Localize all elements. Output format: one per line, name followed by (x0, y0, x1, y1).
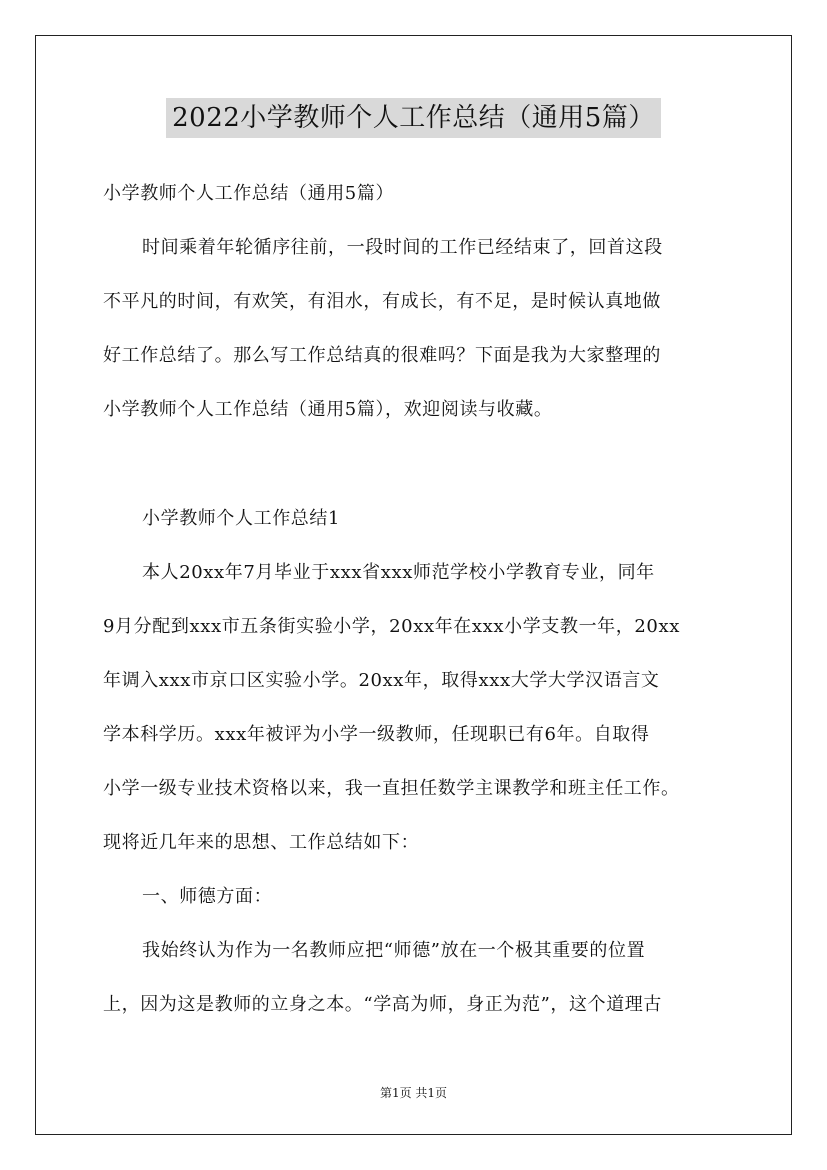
body-line-7: 我始终认为作为一名教师应把“师德”放在一个极其重要的位置 (142, 940, 646, 961)
page-footer: 第1页 共1页 (379, 1086, 448, 1100)
document-title: 2022小学教师个人工作总结（通用5篇） (166, 98, 661, 138)
body-line-8: 上，因为这是教师的立身之本。“学高为师，身正为范”，这个道理古 (103, 994, 663, 1015)
body-line-1: 本人20xx年7月毕业于xxx省xxx师范学校小学教育专业，同年 (142, 562, 655, 583)
body-line-5: 小学一级专业技术资格以来，我一直担任数学主课教学和班主任工作。 (103, 778, 680, 799)
intro-line-1: 时间乘着年轮循序往前，一段时间的工作已经结束了，回首这段 (142, 237, 663, 258)
body-line-4: 学本科学历。xxx年被评为小学一级教师，任现职已有6年。自取得 (103, 724, 650, 745)
intro-line-2: 不平凡的时间，有欢笑，有泪水，有成长，有不足，是时候认真地做 (103, 291, 661, 312)
intro-line-4: 小学教师个人工作总结（通用5篇），欢迎阅读与收藏。 (103, 399, 553, 420)
subsection-heading-ethics: 一、师德方面： (142, 886, 273, 907)
title-container (0, 98, 827, 138)
subtitle-line: 小学教师个人工作总结（通用5篇） (103, 183, 395, 204)
body-line-3: 年调入xxx市京口区实验小学。20xx年，取得xxx大学大学汉语言文 (103, 670, 660, 691)
body-line-2: 9月分配到xxx市五条街实验小学，20xx年在xxx小学支教一年，20xx (103, 616, 680, 637)
intro-line-3: 好工作总结了。那么写工作总结真的很难吗？下面是我为大家整理的 (103, 345, 661, 366)
section-heading-1: 小学教师个人工作总结1 (142, 508, 341, 529)
body-line-6: 现将近几年来的思想、工作总结如下： (103, 832, 420, 853)
